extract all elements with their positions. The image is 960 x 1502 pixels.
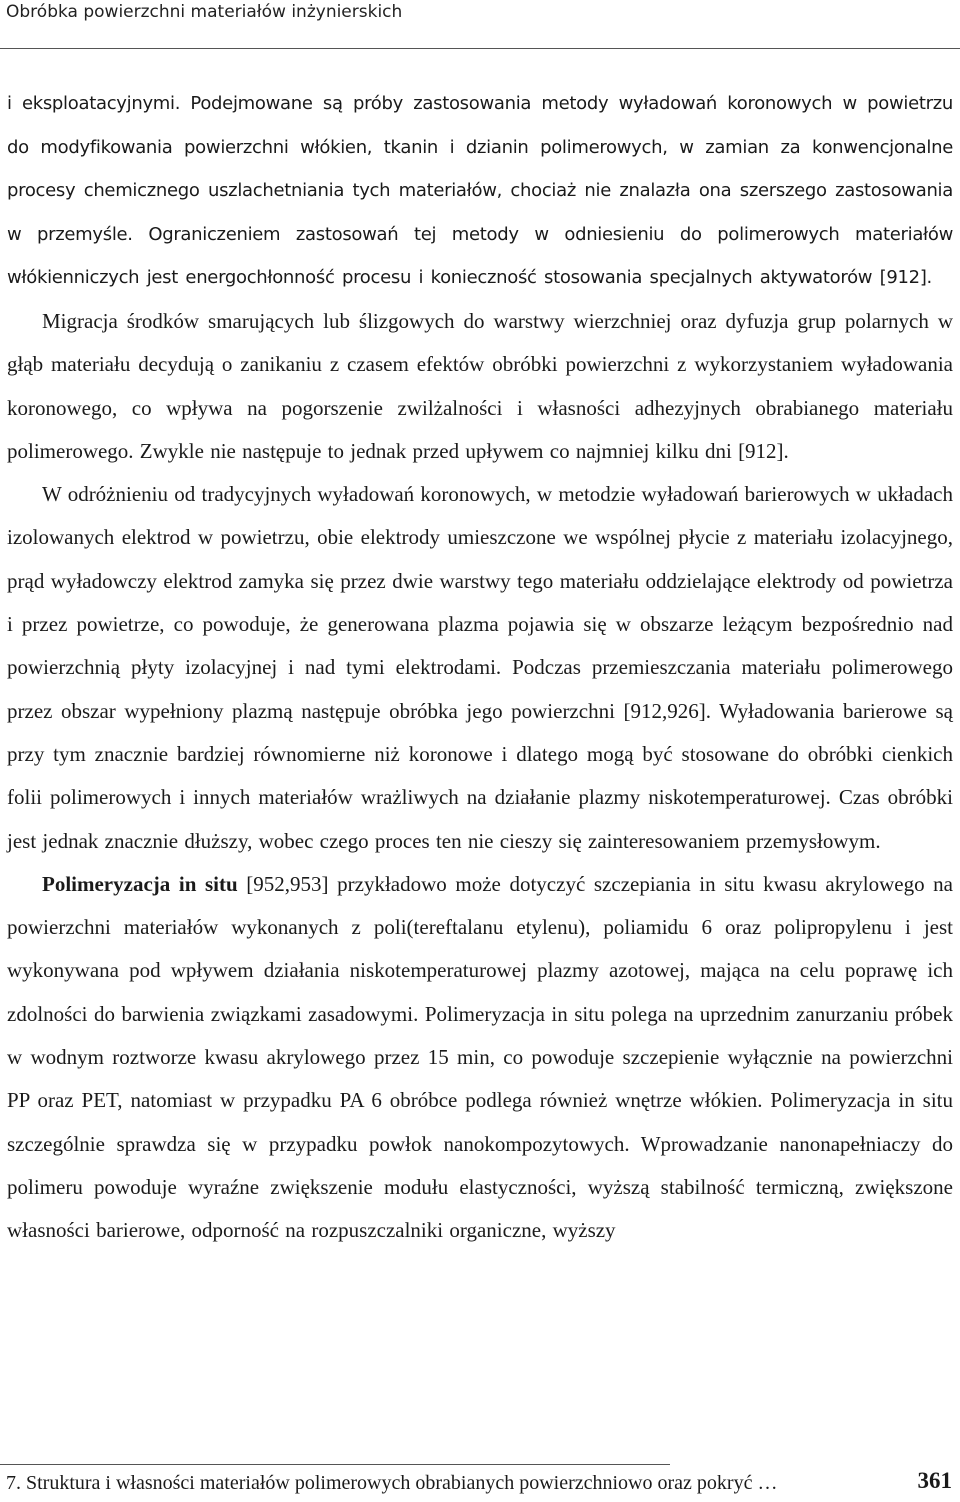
paragraph-migration: Migracja środków smarujących lub ślizgowych do warstwy wierzchniej oraz dyfuzja grup polarnych w głąb materiału decydują o zanikaniu z czasem efektów obróbki powierzchni z wykorzystaniem wyładowania koronowego, co wpływa na pogorszenie zwilżalności i własności adhezyjnych obrabianego materiału polimerowego. Zwykle nie następuje to jednak przed upływem co najmniej kilku dni [912]. xyxy=(7,308,953,463)
page-number: 361 xyxy=(917,1468,952,1493)
footer-chapter-title: 7. Struktura i własności materiałów polimerowych obrabianych powierzchniowo oraz pokryć … xyxy=(6,1472,778,1494)
page-body xyxy=(7,82,953,1253)
running-header: Obróbka powierzchni materiałów inżynierskich xyxy=(6,2,403,22)
paragraph-barrier-discharge: W odróżnieniu od tradycyjnych wyładowań koronowych, w metodzie wyładowań barierowych w układach izolowanych elektrod w powietrzu, obie elektrody umieszczone we wspólnej płycie z materiału izolacyjnego, prąd wyładowczy elektrod zamyka się przez dwie warstwy tego materiału oddzielające elektrody od powietrza i przez powietrze, co powoduje, że generowana plazma pojawia się w obszarze leżącym bezpośrednio nad powierzchnią płyty izolacyjnej i nad tymi elektrodami. Podczas przemieszczania materiału polimerowego przez obszar wypełniony plazmą następuje obróbka jego powierzchni [912,926]. Wyładowania barierowe są przy tym znacznie bardziej równomierne niż koronowe i dlatego mogą być stosowane do obróbki cienkich folii polimerowych i innych materiałów wrażliwych na działanie plazmy niskotemperaturowej. Czas obróbki jest jednak znacznie dłuższy, wobec czego proces ten nie cieszy się zainteresowaniem przemysłowym. xyxy=(7,482,954,853)
paragraph-in-situ-text: [952,953] przykładowo może dotyczyć szczepiania in situ kwasu akrylowego na powierzchni materiałów wykonanych z poli(tereftalanu etylenu), poliamidu 6 oraz polipropylenu i jest wykonywana pod wpływem działania niskotemperaturowej plazmy azotowej, mająca na celu poprawę ich zdolności do barwienia związkami zasadowymi. Polimeryzacja in situ polega na uprzednim zanurzaniu próbek w wodnym roztworze kwasu akrylowego przez 15 min, co powoduje szczepienie wyłącznie na powierzchni PP oraz PET, natomiast w przypadku PA 6 obróbce podlega również wnętrze włókien. Polimeryzacja in situ szczególnie sprawdza się w przypadku powłok nanokompozytowych. Wprowadzanie nanonapełniaczy do polimeru powoduje wyraźne zwiększenie modułu elastyczności, wyższą stabilność termiczną, zwiększone własności barierowe, odporność na rozpuszczalniki organiczne, wyższy xyxy=(7,871,953,1243)
header-divider xyxy=(0,48,960,49)
footer-divider xyxy=(0,1464,670,1465)
term-in-situ-polymerization: Polimeryzacja in situ xyxy=(42,871,238,896)
paragraph-corona-intro: i eksploatacyjnymi. Podejmowane są próby zastosowania metody wyładowań koronowych w powietrzu do modyfikowania powierzchni włókien, tkanin i dzianin polimerowych, w zamian za konwencjonalne procesy chemicznego uszlachetniania tych materiałów, chociaż nie znalazła ona szerszego zastosowania w przemyśle. Ograniczeniem zastosowań tej metody w odniesieniu do polimerowych materiałów włókienniczych jest energochłonność procesu i konieczność stosowania specjalnych aktywatorów [912]. xyxy=(7,93,953,289)
paragraph-in-situ-polymerization xyxy=(7,863,953,1253)
running-footer xyxy=(6,1468,952,1495)
